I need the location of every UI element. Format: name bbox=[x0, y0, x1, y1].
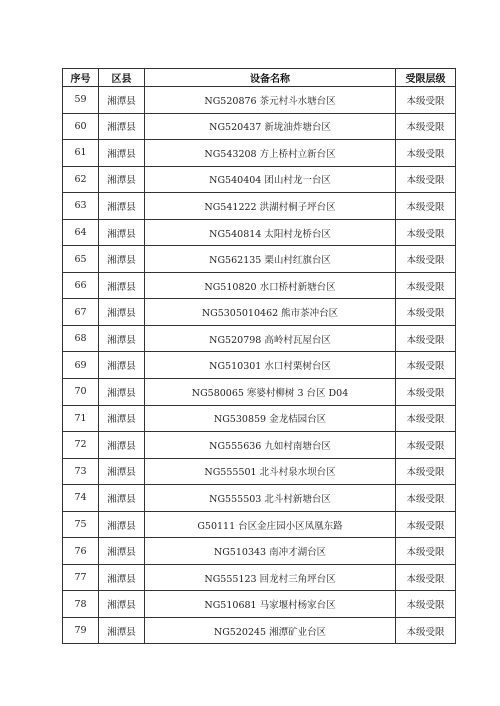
cell-seq: 76 bbox=[63, 538, 99, 565]
cell-restriction-level: 本级受限 bbox=[396, 485, 456, 512]
equipment-table bbox=[62, 68, 456, 644]
table-row bbox=[63, 299, 456, 326]
cell-restriction-level: 本级受限 bbox=[396, 272, 456, 299]
cell-restriction-level: 本级受限 bbox=[396, 458, 456, 485]
cell-restriction-level: 本级受限 bbox=[396, 432, 456, 459]
cell-seq: 67 bbox=[63, 299, 99, 326]
cell-device-name: NG540814 太阳村龙桥台区 bbox=[145, 219, 396, 246]
table-row bbox=[63, 193, 456, 220]
cell-seq: 75 bbox=[63, 511, 99, 538]
cell-seq: 66 bbox=[63, 272, 99, 299]
table-row bbox=[63, 166, 456, 193]
table-row bbox=[63, 458, 456, 485]
table-row bbox=[63, 405, 456, 432]
cell-county: 湘潭县 bbox=[99, 219, 145, 246]
cell-device-name: NG580065 寒婆村柳树 3 台区 D04 bbox=[145, 379, 396, 406]
table-row bbox=[63, 113, 456, 140]
cell-restriction-level: 本级受限 bbox=[396, 511, 456, 538]
header-row bbox=[63, 69, 456, 87]
cell-seq: 59 bbox=[63, 87, 99, 114]
cell-seq: 79 bbox=[63, 617, 99, 644]
cell-device-name: NG520245 湘潭矿业台区 bbox=[145, 617, 396, 644]
cell-restriction-level: 本级受限 bbox=[396, 113, 456, 140]
cell-seq: 62 bbox=[63, 166, 99, 193]
table-header bbox=[63, 69, 456, 87]
cell-device-name: G50111 台区金庄园小区凤凰东路 bbox=[145, 511, 396, 538]
table-row bbox=[63, 432, 456, 459]
header-seq: 序号 bbox=[63, 69, 99, 87]
cell-device-name: NG543208 方上桥村立新台区 bbox=[145, 140, 396, 167]
cell-seq: 72 bbox=[63, 432, 99, 459]
cell-seq: 71 bbox=[63, 405, 99, 432]
cell-county: 湘潭县 bbox=[99, 140, 145, 167]
cell-device-name: NG520798 高岭村瓦屋台区 bbox=[145, 325, 396, 352]
cell-county: 湘潭县 bbox=[99, 352, 145, 379]
cell-device-name: NG555503 北斗村新塘台区 bbox=[145, 485, 396, 512]
cell-restriction-level: 本级受限 bbox=[396, 246, 456, 273]
cell-restriction-level: 本级受限 bbox=[396, 325, 456, 352]
table-row bbox=[63, 485, 456, 512]
cell-seq: 69 bbox=[63, 352, 99, 379]
cell-device-name: NG510301 水口村栗树台区 bbox=[145, 352, 396, 379]
cell-restriction-level: 本级受限 bbox=[396, 166, 456, 193]
table-row bbox=[63, 591, 456, 618]
cell-device-name: NG510820 水口桥村新塘台区 bbox=[145, 272, 396, 299]
cell-county: 湘潭县 bbox=[99, 564, 145, 591]
cell-county: 湘潭县 bbox=[99, 87, 145, 114]
cell-restriction-level: 本级受限 bbox=[396, 219, 456, 246]
cell-restriction-level: 本级受限 bbox=[396, 193, 456, 220]
cell-seq: 74 bbox=[63, 485, 99, 512]
cell-seq: 77 bbox=[63, 564, 99, 591]
cell-restriction-level: 本级受限 bbox=[396, 87, 456, 114]
cell-seq: 61 bbox=[63, 140, 99, 167]
cell-seq: 64 bbox=[63, 219, 99, 246]
cell-county: 湘潭县 bbox=[99, 379, 145, 406]
table-row bbox=[63, 140, 456, 167]
header-county: 区县 bbox=[99, 69, 145, 87]
cell-seq: 73 bbox=[63, 458, 99, 485]
cell-restriction-level: 本级受限 bbox=[396, 405, 456, 432]
cell-county: 湘潭县 bbox=[99, 458, 145, 485]
table-row bbox=[63, 511, 456, 538]
cell-device-name: NG541222 洪湖村桐子坪台区 bbox=[145, 193, 396, 220]
cell-device-name: NG540404 团山村龙一台区 bbox=[145, 166, 396, 193]
cell-county: 湘潭县 bbox=[99, 617, 145, 644]
cell-county: 湘潭县 bbox=[99, 325, 145, 352]
cell-restriction-level: 本级受限 bbox=[396, 379, 456, 406]
header-device-name: 设备名称 bbox=[145, 69, 396, 87]
cell-restriction-level: 本级受限 bbox=[396, 299, 456, 326]
table-row bbox=[63, 538, 456, 565]
table-row bbox=[63, 87, 456, 114]
cell-device-name: NG520437 新垅油炸塘台区 bbox=[145, 113, 396, 140]
cell-device-name: NG555501 北斗村泉水坝台区 bbox=[145, 458, 396, 485]
cell-device-name: NG530859 金龙桔园台区 bbox=[145, 405, 396, 432]
cell-county: 湘潭县 bbox=[99, 511, 145, 538]
cell-county: 湘潭县 bbox=[99, 432, 145, 459]
cell-device-name: NG555636 九如村南塘台区 bbox=[145, 432, 396, 459]
cell-seq: 63 bbox=[63, 193, 99, 220]
table-row bbox=[63, 617, 456, 644]
cell-device-name: NG562135 栗山村红旗台区 bbox=[145, 246, 396, 273]
table-row bbox=[63, 352, 456, 379]
header-restriction-level: 受限层级 bbox=[396, 69, 456, 87]
cell-restriction-level: 本级受限 bbox=[396, 538, 456, 565]
cell-restriction-level: 本级受限 bbox=[396, 591, 456, 618]
cell-device-name: NG520876 茶元村斗水塘台区 bbox=[145, 87, 396, 114]
cell-county: 湘潭县 bbox=[99, 591, 145, 618]
table-row bbox=[63, 564, 456, 591]
cell-seq: 78 bbox=[63, 591, 99, 618]
cell-county: 湘潭县 bbox=[99, 405, 145, 432]
cell-county: 湘潭县 bbox=[99, 113, 145, 140]
cell-seq: 70 bbox=[63, 379, 99, 406]
table-row bbox=[63, 219, 456, 246]
cell-restriction-level: 本级受限 bbox=[396, 564, 456, 591]
cell-device-name: NG510343 南冲才湖台区 bbox=[145, 538, 396, 565]
table-row bbox=[63, 246, 456, 273]
table-row bbox=[63, 325, 456, 352]
table-body bbox=[63, 87, 456, 644]
cell-county: 湘潭县 bbox=[99, 272, 145, 299]
cell-county: 湘潭县 bbox=[99, 193, 145, 220]
cell-county: 湘潭县 bbox=[99, 299, 145, 326]
cell-device-name: NG5305010462 熊市茶冲台区 bbox=[145, 299, 396, 326]
cell-restriction-level: 本级受限 bbox=[396, 352, 456, 379]
cell-county: 湘潭县 bbox=[99, 485, 145, 512]
table-row bbox=[63, 272, 456, 299]
cell-device-name: NG510681 马家堰村杨家台区 bbox=[145, 591, 396, 618]
cell-restriction-level: 本级受限 bbox=[396, 140, 456, 167]
cell-county: 湘潭县 bbox=[99, 246, 145, 273]
cell-seq: 65 bbox=[63, 246, 99, 273]
cell-seq: 68 bbox=[63, 325, 99, 352]
cell-county: 湘潭县 bbox=[99, 538, 145, 565]
cell-device-name: NG555123 回龙村三角坪台区 bbox=[145, 564, 396, 591]
table-row bbox=[63, 379, 456, 406]
cell-county: 湘潭县 bbox=[99, 166, 145, 193]
cell-seq: 60 bbox=[63, 113, 99, 140]
cell-restriction-level: 本级受限 bbox=[396, 617, 456, 644]
